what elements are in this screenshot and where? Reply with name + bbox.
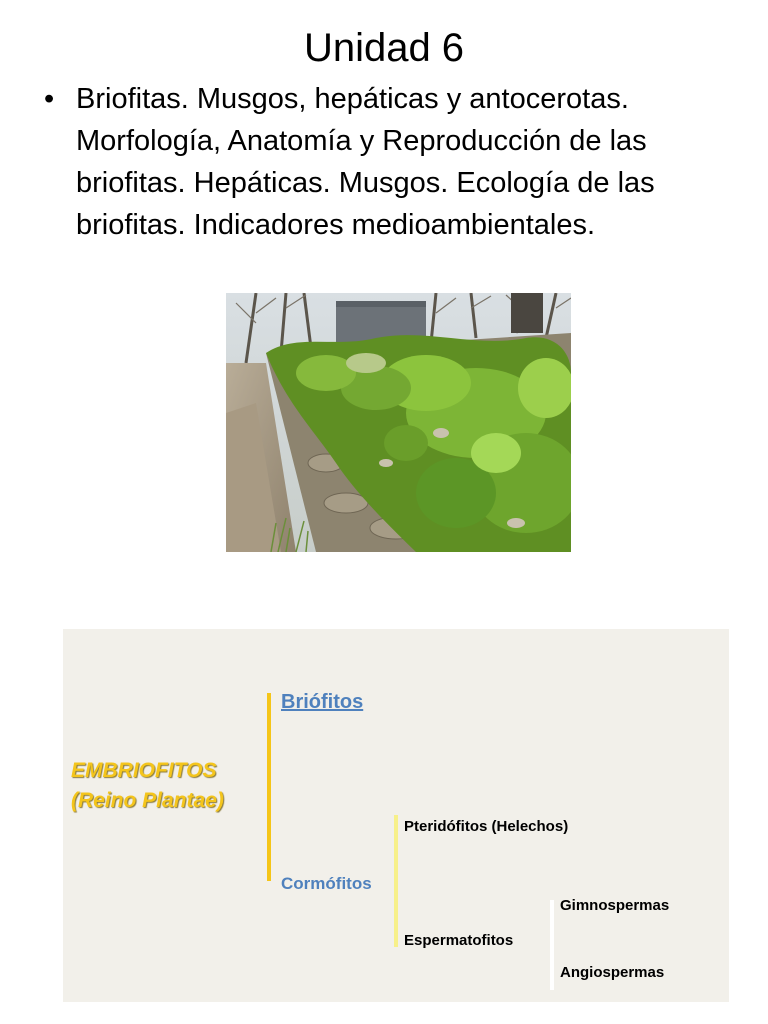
- bullet-text: Briofitas. Musgos, hepáticas y antocerotas. Morfología, Anatomía y Reproducción de las briofitas. Hepáticas. Musgos. Ecología de las briofitas. Indicadores medioambientales.: [76, 83, 655, 241]
- bracket-level3: [550, 900, 554, 990]
- bullet-list: [44, 78, 724, 246]
- classification-diagram: [63, 629, 729, 1002]
- node-briofitos: Briófitos: [281, 691, 364, 713]
- bullet-dot-icon: •: [44, 83, 55, 115]
- root-label-reino-plantae: (Reino Plantae): [71, 789, 224, 812]
- node-pteridofitos: Pteridófitos (Helechos): [404, 818, 569, 835]
- bracket-level2: [394, 815, 398, 947]
- bullet-item: [44, 78, 724, 246]
- bracket-level1: [267, 693, 271, 881]
- node-espermatofitos: Espermatofitos: [404, 932, 514, 949]
- moss-wall-illustration: [226, 293, 571, 552]
- slide-title: Unidad 6: [303, 26, 465, 70]
- node-angiospermas: Angiospermas: [560, 964, 665, 981]
- moss-wall-photo: [226, 293, 571, 552]
- root-label-embriofitos: EMBRIOFITOS: [71, 759, 217, 782]
- node-gimnospermas: Gimnospermas: [560, 897, 670, 914]
- node-cormofitos: Cormófitos: [281, 874, 372, 893]
